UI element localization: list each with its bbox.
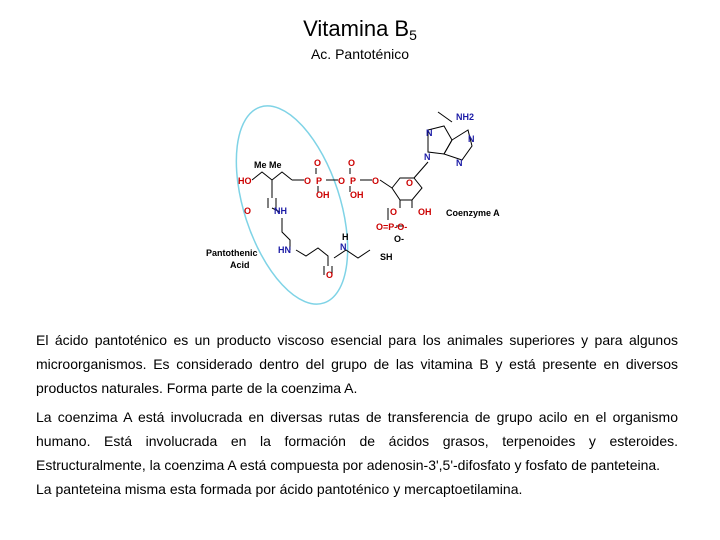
svg-text:OH: OH: [418, 207, 432, 217]
svg-text:O: O: [406, 178, 414, 188]
svg-text:HO: HO: [238, 176, 252, 186]
svg-text:O: O: [304, 176, 312, 186]
svg-text:O: O: [390, 207, 398, 217]
svg-text:OH: OH: [350, 190, 364, 200]
svg-text:O: O: [372, 176, 380, 186]
svg-text:O: O: [314, 158, 322, 168]
label-nh: NH: [274, 206, 287, 216]
label-me-me: Me Me: [254, 160, 282, 170]
title-main: Vitamina B: [303, 16, 410, 41]
svg-text:OH: OH: [316, 190, 330, 200]
svg-text:P: P: [350, 176, 357, 186]
label-n: N: [340, 242, 347, 252]
label-pantothenic: Pantothenic: [206, 248, 258, 258]
label-hn: HN: [278, 245, 291, 255]
page-title: [0, 16, 720, 43]
svg-text:O=P-O-: O=P-O-: [376, 222, 408, 232]
svg-text:O-: O-: [394, 234, 404, 244]
svg-text:O: O: [348, 158, 356, 168]
svg-text:O: O: [244, 206, 252, 216]
label-nh2: NH2: [456, 112, 475, 122]
svg-text:O: O: [338, 176, 346, 186]
label-coenzyme-a: Coenzyme A: [446, 208, 500, 218]
svg-text:N: N: [468, 134, 475, 144]
page-subtitle: Ac. Pantoténico: [310, 46, 410, 62]
label-acid: Acid: [230, 260, 250, 270]
title-subscript: 5: [409, 27, 417, 43]
svg-text:P: P: [316, 176, 323, 186]
paragraph-pantetheine: La panteteina misma esta formada por ácido pantoténico y mercaptoetilamina.: [36, 481, 523, 497]
svg-text:O: O: [326, 270, 334, 280]
paragraph-coenzyme-a: La coenzima A está involucrada en diversas rutas de transferencia de grupo acilo en el organismo humano. Está involucrada en la formación de ácidos grasos, terpenoides y esteroides. Estructuralmente, la coenzima A está compuesta por adenosin-3',5'-difosfato y fosfato de panteteina.: [36, 409, 678, 473]
coenzyme-a-structure-figure: [200, 100, 530, 310]
label-h: H: [342, 232, 349, 242]
label-sh: SH: [380, 252, 393, 262]
svg-text:N: N: [426, 128, 433, 138]
svg-text:N: N: [456, 158, 463, 168]
svg-text:N: N: [424, 152, 431, 162]
structure-drawing: [200, 100, 530, 310]
pantothenic-highlight-ellipse: [215, 100, 370, 310]
paragraph-pantothenic-acid: El ácido pantoténico es un producto viscoso esencial para los animales superiores y para algunos microorganismos. Es considerado dentro del grupo de las vitamina B y está presente en diversos productos naturales. Forma parte de la coenzima A.: [36, 332, 678, 396]
